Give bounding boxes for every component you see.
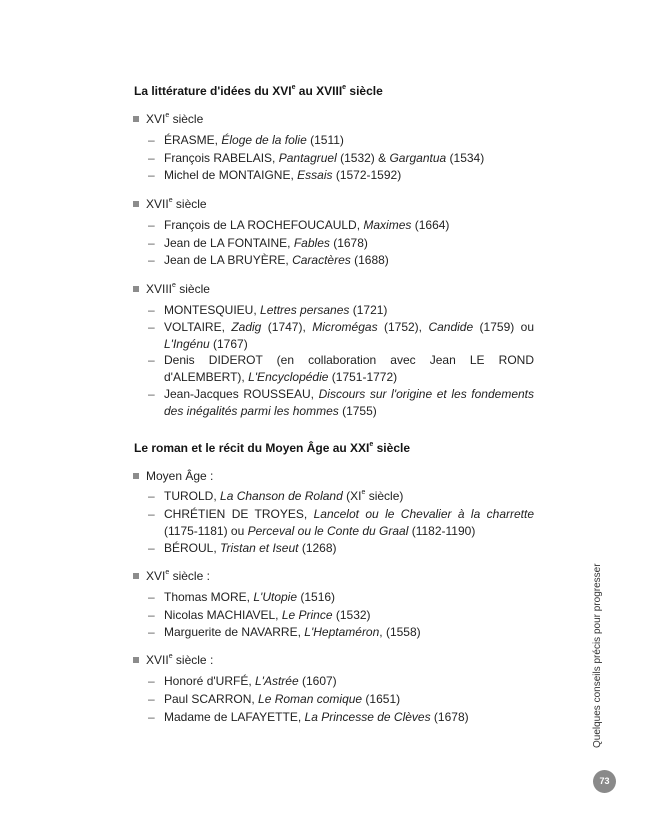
list-item: – CHRÉTIEN DE TROYES, Lancelot ou le Chevalier à la charrette (1175-1181) ou Perceval ou le Conte du Graal (1182-1190) [148, 507, 534, 538]
list-item: – Nicolas MACHIAVEL, Le Prince (1532) [148, 608, 371, 622]
list-item: – Thomas MORE, L'Utopie (1516) [148, 590, 336, 604]
square-bullet-icon [133, 473, 139, 479]
square-bullet-icon [133, 201, 139, 207]
list-item: – Denis DIDEROT (en collaboration avec Jean LE ROND d'ALEMBERT), L'Encyclopédie (1751-1772) [148, 353, 534, 384]
list-item: – Jean de LA FONTAINE, Fables (1678) [148, 236, 368, 250]
list-item: – Michel de MONTAIGNE, Essais (1572-1592) [148, 168, 402, 182]
page-number: 73 [593, 770, 616, 793]
list-item: – François de LA ROCHEFOUCAULD, Maximes (1664) [148, 218, 450, 232]
list-item: – Honoré d'URFÉ, L'Astrée (1607) [148, 674, 337, 688]
list-item: – François RABELAIS, Pantagruel (1532) & Gargantua (1534) [148, 151, 485, 165]
category-xviie-siecle: XVIIe siècle [146, 196, 536, 212]
section-heading-litterature-idees: La littérature d'idées du XVIe au XVIIIe siècle [134, 84, 383, 98]
list-item: – ÉRASME, Éloge de la folie (1511) [148, 133, 344, 147]
square-bullet-icon [133, 573, 139, 579]
square-bullet-icon [133, 286, 139, 292]
list-item: – Paul SCARRON, Le Roman comique (1651) [148, 692, 401, 706]
category-xviie-siecle-roman: XVIIe siècle : [146, 652, 536, 668]
section-heading-roman-recit: Le roman et le récit du Moyen Âge au XXIe siècle [134, 441, 410, 455]
list-item: – TUROLD, La Chanson de Roland (XIe siècle) [148, 489, 404, 503]
list-item: – VOLTAIRE, Zadig (1747), Micromégas (1752), Candide (1759) ou L'Ingénu (1767) [148, 320, 534, 351]
list-item: – Marguerite de NAVARRE, L'Heptaméron, (1558) [148, 625, 421, 639]
category-xviiie-siecle: XVIIIe siècle [146, 281, 536, 297]
list-item: – MONTESQUIEU, Lettres persanes (1721) [148, 303, 388, 317]
category-xvie-siecle-roman: XVIe siècle : [146, 568, 536, 584]
category-moyen-age: Moyen Âge : [146, 468, 536, 484]
square-bullet-icon [133, 657, 139, 663]
list-item: – Jean-Jacques ROUSSEAU, Discours sur l'origine et les fondements des inégalités parmi les hommes (1755) [148, 387, 534, 418]
list-item: – Madame de LAFAYETTE, La Princesse de Clèves (1678) [148, 710, 469, 724]
category-xvie-siecle: XVIe siècle [146, 111, 536, 127]
list-item: – BÉROUL, Tristan et Iseut (1268) [148, 541, 337, 555]
square-bullet-icon [133, 116, 139, 122]
sidebar-vertical-title: Quelques conseils précis pour progresser [592, 563, 603, 748]
list-item: – Jean de LA BRUYÈRE, Caractères (1688) [148, 253, 389, 267]
